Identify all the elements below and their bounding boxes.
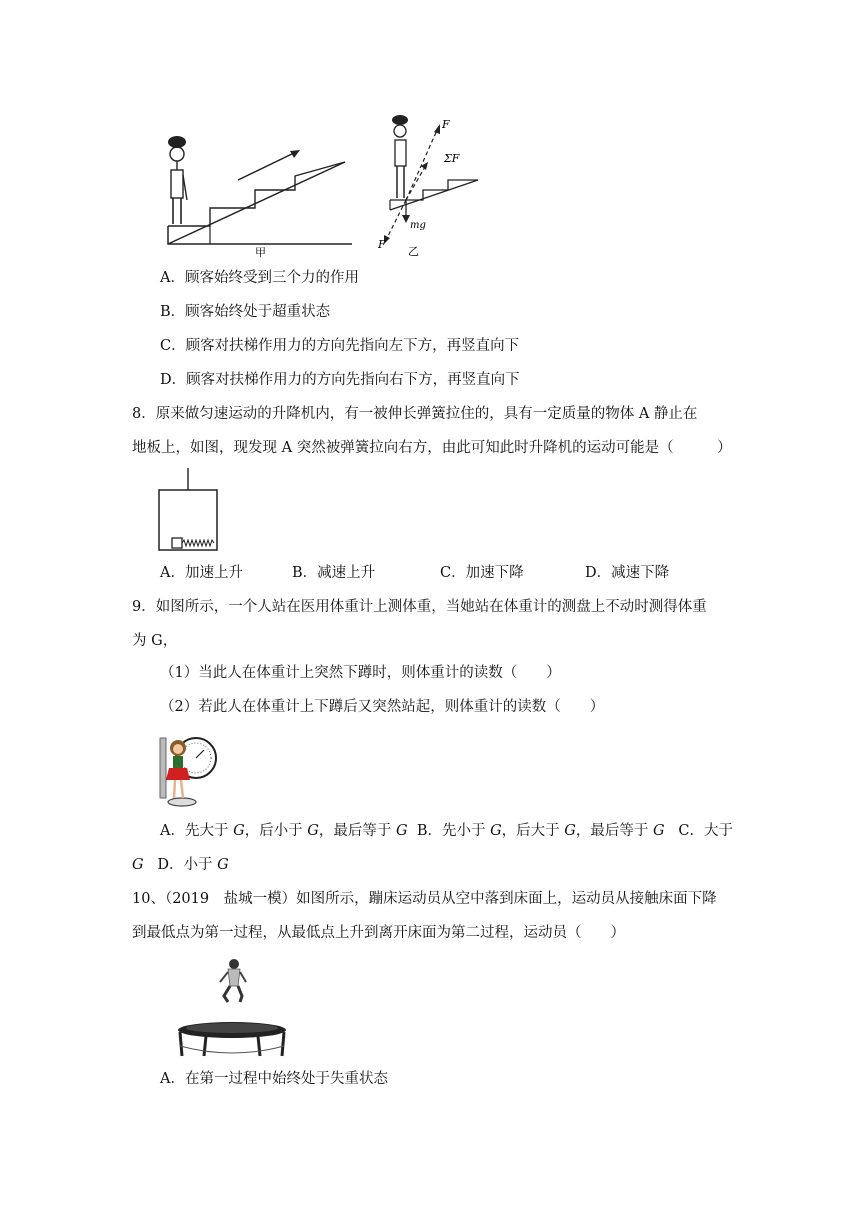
q10-option-a: A．在第一过程中始终处于失重状态: [160, 1071, 388, 1087]
g-symbol: G: [396, 823, 408, 839]
force-label-F-bottom: F: [378, 238, 386, 251]
g-symbol: G: [564, 823, 576, 839]
q8-stem-line2: 地板上，如图，现发现 A 突然被弹簧拉向右方，由此可知此时升降机的运动可能是（ ）: [132, 440, 732, 456]
q9-option-c-part1: C．大于: [678, 823, 734, 839]
scale-girl-figure: [156, 728, 218, 810]
g-symbol: G: [490, 823, 502, 839]
q7-option-d: D．顾客对扶梯作用力的方向先指向右下方，再竖直向下: [160, 372, 520, 388]
q9-stem-line2: 为 G，: [132, 633, 178, 649]
escalator-figure-yi: [378, 110, 488, 260]
q9-sub2: （2）若此人在体重计上下蹲后又突然站起，则体重计的读数（ ）: [160, 699, 605, 715]
q7-option-a: A．顾客始终受到三个力的作用: [160, 270, 359, 286]
q9-option-a-part2: ，后小于: [244, 823, 308, 839]
q8-stem-line1: 8．原来做匀速运动的升降机内，有一被伸长弹簧拉住的，具有一定质量的物体 A 静止在: [132, 406, 698, 422]
q9-options-line1: [160, 821, 733, 841]
q9-option-a-part1: A．先大于: [160, 823, 234, 839]
escalator-figure-jia: [160, 120, 355, 260]
q8-option-c: C．加速下降: [440, 565, 524, 581]
q9-options-line2: [132, 855, 229, 875]
q7-option-b: B．顾客始终处于超重状态: [160, 304, 331, 320]
q9-stem-line1: 9．如图所示，一个人站在医用体重计上测体重，当她站在体重计的测盘上不动时测得体重: [132, 599, 707, 615]
elevator-figure: [158, 468, 220, 554]
q9-option-b-part1: B．先小于: [416, 823, 491, 839]
q10-stem-line1: 10、（2019 盐城一模）如图所示，蹦床运动员从空中落到床面上，运动员从接触床面下降: [132, 891, 717, 907]
force-label-mg: mg: [410, 220, 426, 231]
g-symbol: G: [132, 857, 144, 873]
q8-option-b: B．减速上升: [292, 565, 376, 581]
force-label-F-top: F: [442, 118, 450, 131]
q9-option-b-part3: ，最后等于: [575, 823, 653, 839]
g-symbol: G: [652, 823, 665, 839]
q9-option-b-part2: ，后大于: [501, 823, 565, 839]
q8-option-a: A．加速上升: [160, 565, 243, 581]
figure-label-jia: 甲: [255, 246, 266, 259]
q9-option-a-part3: ，最后等于: [318, 823, 396, 839]
q9-option-d: D．小于: [157, 857, 218, 873]
q7-option-c: C．顾客对扶梯作用力的方向先指向左下方，再竖直向下: [160, 338, 520, 354]
g-symbol: G: [233, 823, 245, 839]
q10-stem-line2: 到最低点为第一过程，从最低点上升到离开床面为第二过程，运动员（ ）: [132, 925, 625, 941]
q8-option-d: D．减速下降: [585, 565, 670, 581]
g-symbol: G: [307, 823, 319, 839]
figure-label-yi: 乙: [408, 245, 419, 258]
trampoline-figure: [176, 952, 290, 1060]
g-symbol: G: [217, 857, 229, 873]
q9-sub1: （1）当此人在体重计上突然下蹲时，则体重计的读数（ ）: [160, 665, 561, 681]
force-label-sum: ΣF: [444, 152, 460, 165]
